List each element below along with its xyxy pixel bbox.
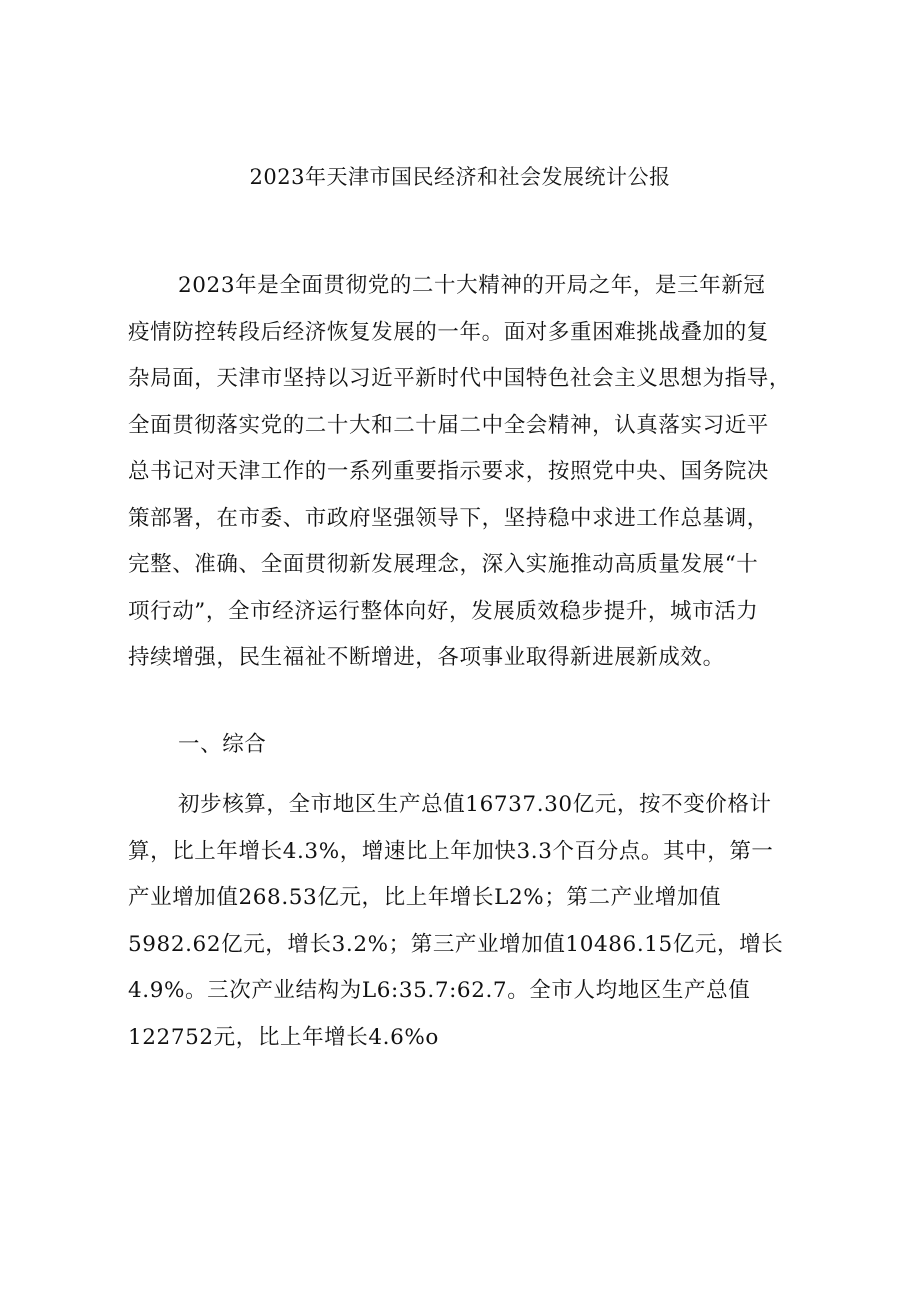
text-line: 4.9%。三次产业结构为L6:35.7:62.7。全市人均地区生产总值 <box>128 978 751 1003</box>
text-line: 初步核算，全市地区生产总值16737.30亿元，按不变价格计 <box>178 792 772 817</box>
text-line: 杂局面，天津市坚持以习近平新时代中国特色社会主义思想为指导， <box>128 366 792 391</box>
text-line: 算，比上年增长4.3%，增速比上年加快3.3个百分点。其中，第一 <box>128 838 774 864</box>
intro-paragraph <box>128 263 796 682</box>
section-heading <box>128 722 796 769</box>
text-line: 策部署，在市委、市政府坚强领导下，坚持稳中求进工作总基调， <box>128 505 769 531</box>
text-line: 122752元，比上年增长4.6%o <box>128 1024 439 1050</box>
section-heading-text: 一、综合 <box>178 732 267 757</box>
text-line: 2023年是全面贯彻党的二十大精神的开局之年，是三年新冠 <box>178 273 766 298</box>
text-line: 疫情防控转段后经济恢复发展的一年。面对多重困难挑战叠加的复 <box>128 319 769 345</box>
text-line: 总书记对天津工作的一系列重要指示要求，按照党中央、国务院决 <box>128 459 769 484</box>
text-line: 项行动”，全市经济运行整体向好，发展质效稳步提升，城市活力 <box>128 598 759 624</box>
document-title: 2023年天津市国民经济和社会发展统计公报 <box>249 165 671 189</box>
text-line: 全面贯彻落实党的二十大和二十届二中全会精神，认真落实习近平 <box>128 412 769 438</box>
text-line: 持续增强，民生福祉不断增进，各项事业取得新进展新成效。 <box>128 645 725 670</box>
section-1-paragraph <box>128 782 796 1061</box>
text-line: 5982.62亿元，增长3.2%；第三产业增加值10486.15亿元，增长 <box>128 931 784 957</box>
text-line: 产业增加值268.53亿元，比上年增长L2%；第二产业增加值 <box>128 885 722 910</box>
text-line: 完整、准确、全面贯彻新发展理念，深入实施推动高质量发展“十 <box>128 552 759 577</box>
